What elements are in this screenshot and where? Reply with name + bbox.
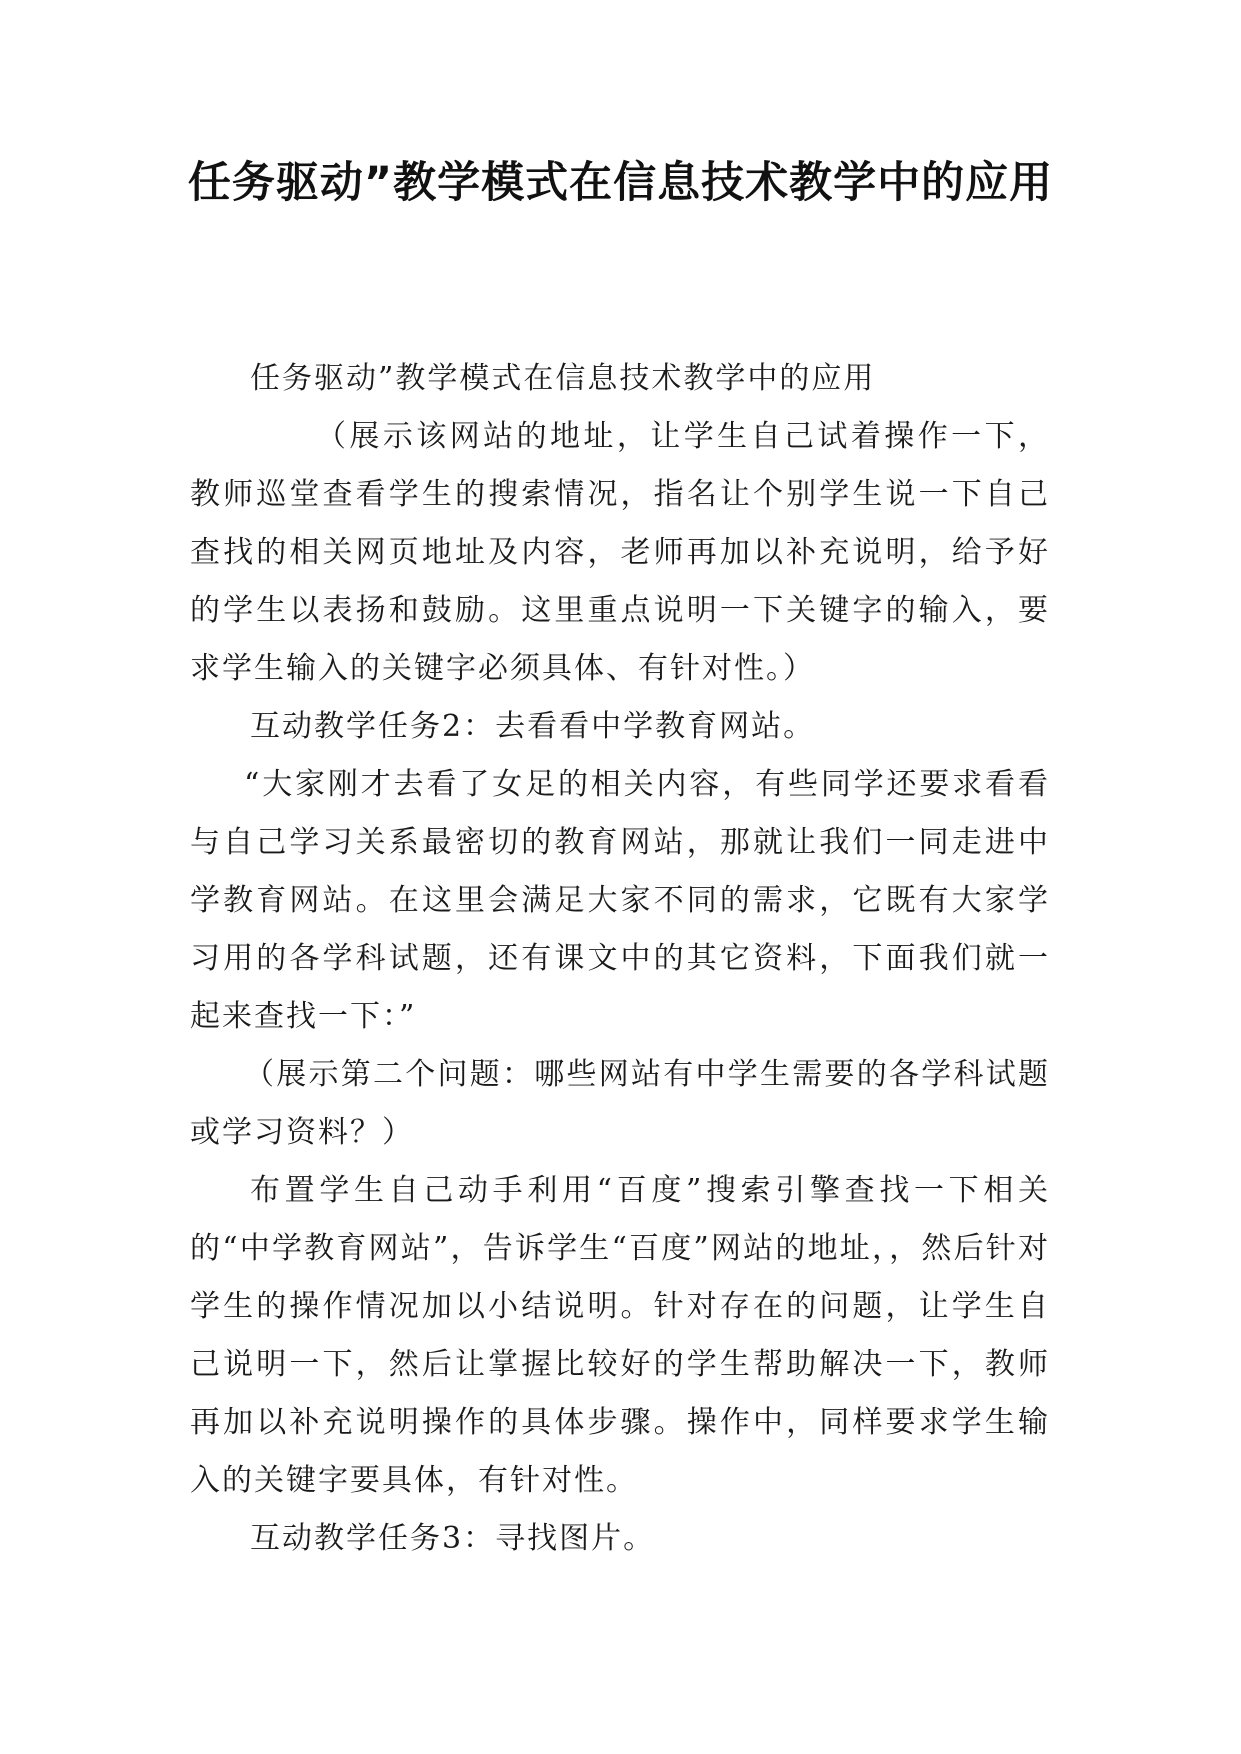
paragraph-teacher-quote: “大家刚才去看了女足的相关内容，有些同学还要求看看与自己学习关系最密切的教育网站，那就让我们一同走进中学教育网站。在这里会满足大家不同的需求，它既有大家学习用的各学科试题，还有课文中的其它资料，下面我们就一起来查找一下：”	[190, 767, 1050, 1034]
paragraph-search-assignment: 布置学生自己动手利用“百度”搜索引擎查找一下相关的“中学教育网站”，告诉学生“百度”网站的地址，，然后针对学生的操作情况加以小结说明。针对存在的问题，让学生自己说明一下，然后让掌握比较好的学生帮助解决一下，教师再加以补充说明操作的具体步骤。操作中，同样要求学生输入的关键字要具体，有针对性。	[190, 1173, 1050, 1498]
document-title: 任务驱动”教学模式在信息技术教学中的应用	[187, 158, 1054, 208]
paragraph-subtitle: 任务驱动”教学模式在信息技术教学中的应用	[250, 361, 876, 396]
paragraph-task-3: 互动教学任务3：寻找图片。	[250, 1521, 656, 1556]
paragraph-second-question: （展示第二个问题：哪些网站有中学生需要的各学科试题或学习资料？）	[190, 1057, 1050, 1150]
paragraph-task-2: 互动教学任务2：去看看中学教育网站。	[250, 709, 816, 744]
paragraph-website-demo: （展示该网站的地址，让学生自己试着操作一下，教师巡堂查看学生的搜索情况，指名让个别学生说一下自己查找的相关网页地址及内容，老师再加以补充说明，给予好的学生以表扬和鼓励。这里重点说明一下关键字的输入，要求学生输入的关键字必须具体、有针对性。）	[190, 419, 1050, 686]
document-body	[190, 350, 1050, 1568]
